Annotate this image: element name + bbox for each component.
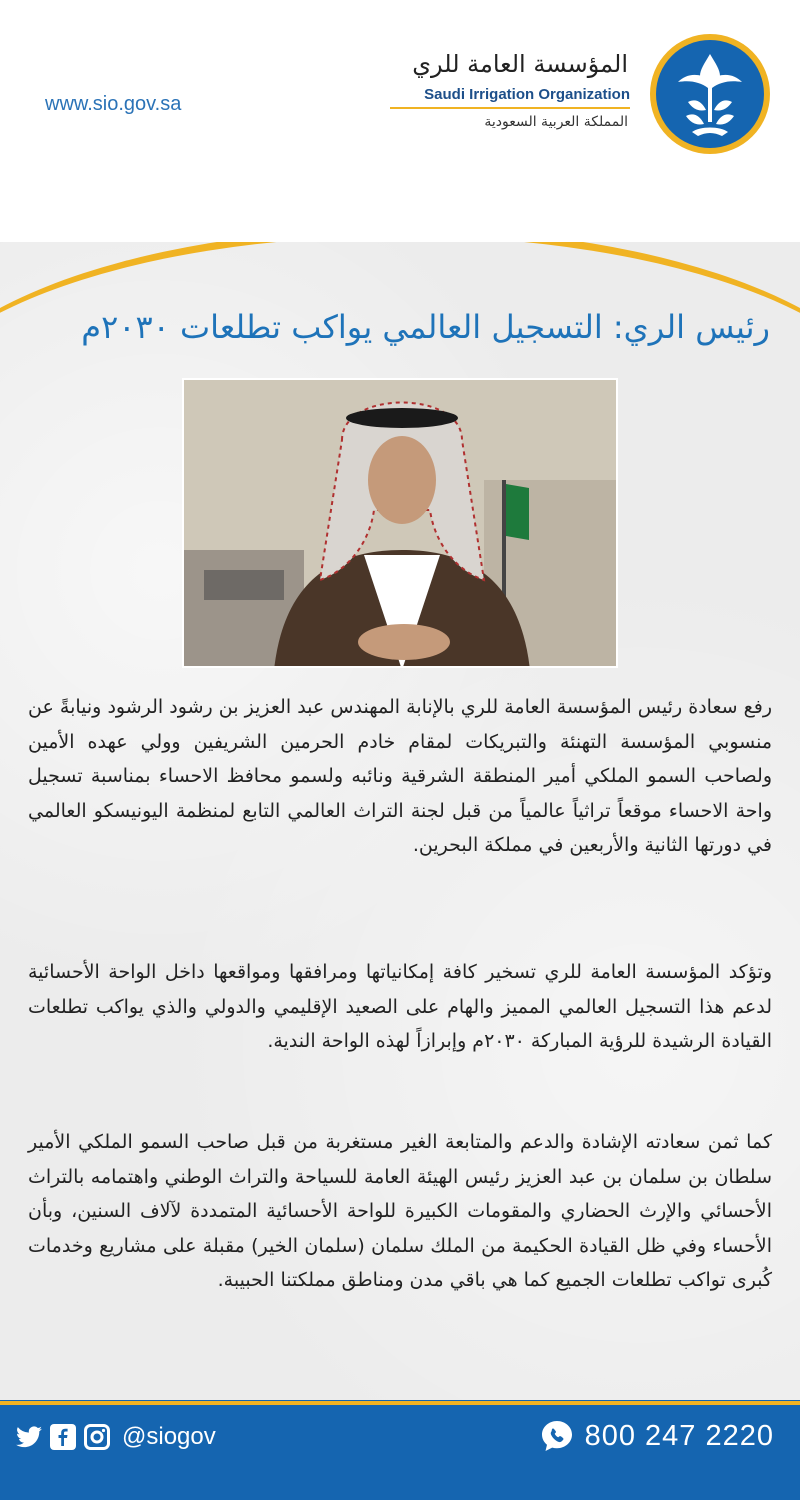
social-handle[interactable]: @siogov [122,1423,216,1450]
article-title: رئيس الري: التسجيل العالمي يواكب تطلعات ٢٠٣٠م [81,308,770,346]
twitter-icon[interactable] [16,1424,42,1450]
instagram-icon[interactable] [84,1424,110,1450]
article-paragraph-2: وتؤكد المؤسسة العامة للري تسخير كافة إمكانياتها ومرافقها ومواقعها داخل الواحة الأحسائية لدعم هذا التسجيل العالمي المميز والهام على الصعيد الإقليمي والدولي والذي يواكب تطلعات القيادة الرشيدة للرؤية المباركة ٢٠٣٠م وإبرازاً لهذه الواحة الندية. [28,961,772,1052]
phone-contact[interactable] [539,1418,774,1454]
website-url[interactable]: www.sio.gov.sa [45,93,182,115]
phone-chat-icon [539,1418,575,1454]
org-country-arabic: المملكة العربية السعودية [484,114,628,130]
footer-accent-line [0,1401,800,1405]
phone-number[interactable]: 800 247 2220 [584,1419,774,1452]
facebook-icon[interactable] [50,1424,76,1450]
header [0,0,800,215]
sio-logo-icon [648,32,772,156]
article-photo [182,378,618,668]
header-divider [0,212,800,242]
social-links [16,1420,216,1454]
article-paragraph-3: كما ثمن سعادته الإشادة والدعم والمتابعة الغير مستغربة من قبل صاحب السمو الملكي الأمير سلطان بن سلمان بن عبد العزيز رئيس الهيئة العامة للسياحة والتراث الوطني واهتمامه بالتراث الأحسائي والإرث الحضاري والمقومات الكبيرة للواحة الأحسائية المتمددة لآلاف السنين، وبأن الأحساء وفي ظل القيادة الحكيمة من الملك سلمان (سلمان الخير) مقبلة على مشاريع وخدمات كُبرى تواكب تطلعات الجميع كما هي باقي مدن ومناطق مملكتنا الحبيبة. [28,1131,772,1291]
org-name-english: Saudi Irrigation Organization [390,86,630,109]
org-name-arabic: المؤسسة العامة للري [412,50,628,78]
article-paragraph-1: رفع سعادة رئيس المؤسسة العامة للري بالإنابة المهندس عبد العزيز بن رشود الرشود ونيابةً عن منسوبي المؤسسة التهنئة والتبريكات لمقام خادم الحرمين الشريفين وولي عهده الأمين ولصاحب السمو الملكي أمير المنطقة الشرقية ونائبه ولسمو محافظ الاحساء بمناسبة تسجيل واحة الاحساء موقعاً تراثياً عالمياً من قبل لجنة التراث العالمي التابع لمنظمة اليونيسكو العالمي في دورتها الثانية والأربعين في مملكة البحرين. [28,696,772,856]
portrait-illustration [184,380,618,668]
